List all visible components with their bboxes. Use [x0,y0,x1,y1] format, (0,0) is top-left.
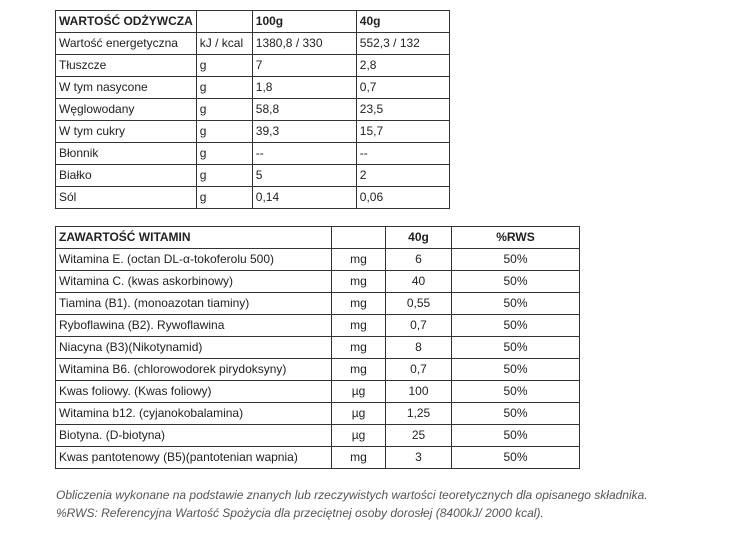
nutrition-header-cell: WARTOŚĆ ODŻYWCZA [56,11,197,33]
vitamin-unit: µg [332,403,386,425]
nutrient-name: Tłuszcze [56,55,197,77]
vitamin-rws: 50% [452,447,580,469]
nutrient-unit: g [196,187,252,209]
vitamin-name: Biotyna. (D-biotyna) [56,425,332,447]
vitamin-name: Tiamina (B1). (monoazotan tiaminy) [56,293,332,315]
vitamin-value-40g: 1,25 [386,403,452,425]
nutrition-header-row [56,11,450,33]
table-row [56,359,580,381]
table-row [56,293,580,315]
vitamins-table [55,226,580,469]
vitamin-name: Witamina E. (octan DL-α-tokoferolu 500) [56,249,332,271]
nutrition-header-cell: 100g [252,11,356,33]
nutrient-unit: g [196,77,252,99]
table-row [56,447,580,469]
nutrient-unit: g [196,143,252,165]
vitamin-value-40g: 6 [386,249,452,271]
nutrient-value-40g: 23,5 [356,99,449,121]
vitamin-value-40g: 8 [386,337,452,359]
table-row [56,315,580,337]
vitamins-header-cell [332,227,386,249]
vitamin-rws: 50% [452,381,580,403]
nutrient-value-100g: 7 [252,55,356,77]
vitamin-rws: 50% [452,359,580,381]
table-row [56,165,450,187]
nutrient-name: Sól [56,187,197,209]
vitamin-rws: 50% [452,249,580,271]
table-row [56,55,450,77]
vitamin-rws: 50% [452,271,580,293]
vitamins-header-cell: ZAWARTOŚĆ WITAMIN [56,227,332,249]
nutrient-unit: g [196,165,252,187]
vitamins-header-cell: %RWS [452,227,580,249]
nutrient-unit: g [196,121,252,143]
vitamin-rws: 50% [452,403,580,425]
table-row [56,121,450,143]
vitamin-unit: mg [332,249,386,271]
vitamin-name: Kwas pantotenowy (B5)(pantotenian wapnia) [56,447,332,469]
vitamins-header-cell: 40g [386,227,452,249]
vitamin-unit: µg [332,381,386,403]
vitamin-name: Witamina B6. (chlorowodorek pirydoksyny) [56,359,332,381]
vitamin-name: Niacyna (B3)(Nikotynamid) [56,337,332,359]
table-row [56,425,580,447]
vitamin-value-40g: 100 [386,381,452,403]
vitamins-header-row [56,227,580,249]
nutrition-table [55,10,450,209]
nutrient-value-100g: 5 [252,165,356,187]
nutrition-header-cell [196,11,252,33]
vitamin-rws: 50% [452,315,580,337]
table-row [56,77,450,99]
footnote-calculation: Obliczenia wykonane na podstawie znanych lub rzeczywistych wartości teoretycznych dla opisanego składnika. [56,488,648,502]
nutrient-unit: kJ / kcal [196,33,252,55]
vitamin-name: Witamina C. (kwas askorbinowy) [56,271,332,293]
nutrient-value-40g: 0,06 [356,187,449,209]
nutrient-name: Błonnik [56,143,197,165]
table-row [56,381,580,403]
nutrient-unit: g [196,55,252,77]
nutrient-value-100g: 39,3 [252,121,356,143]
vitamin-value-40g: 0,7 [386,315,452,337]
vitamin-rws: 50% [452,337,580,359]
nutrient-value-100g: 58,8 [252,99,356,121]
vitamin-unit: mg [332,293,386,315]
vitamin-name: Kwas foliowy. (Kwas foliowy) [56,381,332,403]
table-row [56,143,450,165]
table-row [56,271,580,293]
nutrient-value-40g: 2,8 [356,55,449,77]
vitamin-name: Ryboflawina (B2). Rywoflawina [56,315,332,337]
nutrient-value-100g: 1380,8 / 330 [252,33,356,55]
table-row [56,403,580,425]
nutrient-name: Węglowodany [56,99,197,121]
nutrient-value-100g: -- [252,143,356,165]
vitamin-rws: 50% [452,425,580,447]
vitamin-unit: mg [332,359,386,381]
vitamin-value-40g: 0,55 [386,293,452,315]
footnote-rws: %RWS: Referencyjna Wartość Spożycia dla przeciętnej osoby dorosłej (8400kJ/ 2000 kcal). [56,506,544,520]
nutrient-value-40g: 552,3 / 132 [356,33,449,55]
vitamin-unit: mg [332,271,386,293]
nutrient-value-100g: 1,8 [252,77,356,99]
table-row [56,33,450,55]
nutrient-name: Białko [56,165,197,187]
nutrient-value-40g: 0,7 [356,77,449,99]
nutrient-name: W tym nasycone [56,77,197,99]
vitamin-unit: mg [332,315,386,337]
vitamin-value-40g: 3 [386,447,452,469]
nutrition-header-cell: 40g [356,11,449,33]
nutrient-value-40g: 15,7 [356,121,449,143]
vitamin-value-40g: 0,7 [386,359,452,381]
vitamin-value-40g: 40 [386,271,452,293]
vitamin-unit: µg [332,425,386,447]
vitamin-name: Witamina b12. (cyjanokobalamina) [56,403,332,425]
vitamin-unit: mg [332,447,386,469]
table-row [56,249,580,271]
nutrient-value-100g: 0,14 [252,187,356,209]
table-row [56,99,450,121]
nutrient-value-40g: 2 [356,165,449,187]
table-row [56,337,580,359]
vitamin-rws: 50% [452,293,580,315]
vitamin-value-40g: 25 [386,425,452,447]
nutrient-name: Wartość energetyczna [56,33,197,55]
nutrient-unit: g [196,99,252,121]
nutrient-name: W tym cukry [56,121,197,143]
table-row [56,187,450,209]
nutrient-value-40g: -- [356,143,449,165]
vitamin-unit: mg [332,337,386,359]
